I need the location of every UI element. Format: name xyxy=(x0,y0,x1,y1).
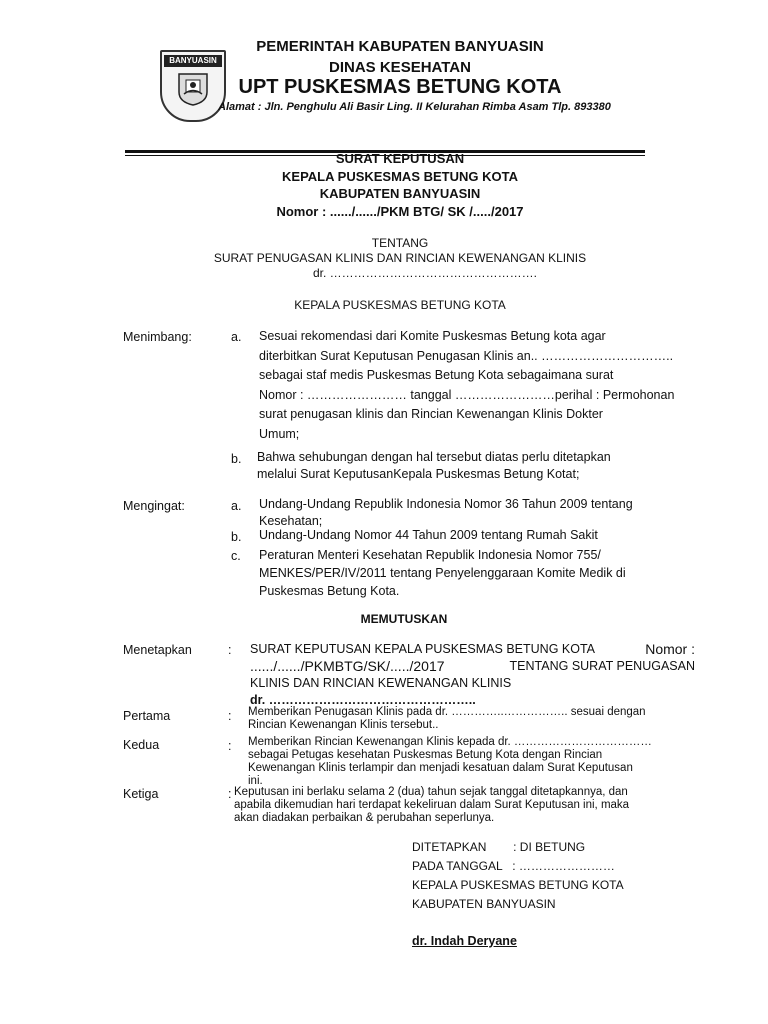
sig-ditetapkan: DITETAPKAN : DI BETUNG xyxy=(412,840,586,854)
ketiga-colon: : xyxy=(228,787,232,801)
menetapkan-colon: : xyxy=(228,643,232,657)
kedua-text: Memberikan Rincian Kewenangan Klinis kepada dr. ……………………………… sebagai Petugas kesehatan Puskesmas Betung Kota dengan Rincian Kewenangan Klinis terlampir dan menjadi kesatuan dalam Surat Keputusan ini. xyxy=(248,736,652,787)
mengingat-a-marker: a. xyxy=(231,499,242,513)
mengingat-b-text: Undang-Undang Nomor 44 Tahun 2009 tentang Rumah Sakit xyxy=(259,528,598,542)
sig-jabatan: KEPALA PUSKESMAS BETUNG KOTA xyxy=(412,878,624,892)
logo-banner-text: BANYUASIN xyxy=(164,55,222,67)
org-name: UPT PUSKESMAS BETUNG KOTA xyxy=(238,76,562,98)
signature-block xyxy=(412,838,692,914)
signatory-name: dr. Indah Deryane xyxy=(412,934,517,948)
mengingat-label: Mengingat: xyxy=(123,499,185,513)
kepala-heading: KEPALA PUSKESMAS BETUNG KOTA xyxy=(294,298,506,312)
doc-title-region: KABUPATEN BANYUASIN xyxy=(319,186,481,201)
dept-name: DINAS KESEHATAN xyxy=(329,59,471,76)
sig-tanggal: PADA TANGGAL : …………………… xyxy=(412,859,615,873)
memutuskan-heading: MEMUTUSKAN xyxy=(360,612,448,626)
pertama-colon: : xyxy=(228,709,232,723)
menimbang-b-marker: b. xyxy=(231,452,242,466)
tentang-doctor: dr. ……………………………………………. xyxy=(313,266,538,280)
tentang-subject: SURAT PENUGASAN KLINIS DAN RINCIAN KEWENANGAN KLINIS xyxy=(213,251,587,265)
menimbang-a-marker: a. xyxy=(231,330,242,344)
tentang-label: TENTANG xyxy=(371,236,429,250)
pertama-label: Pertama xyxy=(123,709,171,723)
gov-name: PEMERINTAH KABUPATEN BANYUASIN xyxy=(256,38,544,55)
menimbang-b-text: Bahwa sehubungan dengan hal tersebut diatas perlu ditetapkan melalui Surat KeputusanKepala Puskesmas Betung Kotat; xyxy=(257,450,611,481)
ketiga-text: Keputusan ini berlaku selama 2 (dua) tahun sejak tanggal ditetapkannya, dan apabila dikemudian hari terdapat kekeliruan dalam Surat Keputusan ini, maka akan diadakan perbaikan & perubahan seperlunya. xyxy=(234,786,630,824)
doc-title-org: KEPALA PUSKESMAS BETUNG KOTA xyxy=(282,169,518,184)
mengingat-b-marker: b. xyxy=(231,530,242,544)
mengingat-c-text: Peraturan Menteri Kesehatan Republik Indonesia Nomor 755/ MENKES/PER/IV/2011 tentang Penyelenggaraan Komite Medik di Puskesmas Betung Kota. xyxy=(259,548,626,598)
doc-title: SURAT KEPUTUSAN xyxy=(335,151,465,166)
doc-number: Nomor : ....../....../PKM BTG/ SK /...../2017 xyxy=(276,204,524,219)
mengingat-a-text: Undang-Undang Republik Indonesia Nomor 36 Tahun 2009 tentang Kesehatan; xyxy=(259,497,633,528)
org-address: Alamat : Jln. Penghulu Ali Basir Ling. II Kelurahan Rimba Asam Tlp. 893380 xyxy=(218,101,611,113)
menetapkan-label: Menetapkan xyxy=(123,643,192,657)
sig-region: KABUPATEN BANYUASIN xyxy=(412,897,556,911)
menimbang-a-text: Sesuai rekomendasi dari Komite Puskesmas Betung kota agar diterbitkan Surat Keputusan Penugasan Klinis an.. ………………………….. sebagai staf medis Puskesmas Betung Kota sebagaimana surat Nomor : …………………… tanggal ……………………perihal : Permohonan surat penugasan klinis dan Rincian Kewenangan Klinis Dokter Umum; xyxy=(259,329,675,441)
pertama-text: Memberikan Penugasan Klinis pada dr. …………..…………….. sesuai dengan Rincian Kewenangan Klinis tersebut.. xyxy=(248,706,646,731)
menimbang-label: Menimbang: xyxy=(123,330,192,344)
kedua-label: Kedua xyxy=(123,738,160,752)
menetapkan-text: SURAT KEPUTUSAN KEPALA PUSKESMAS BETUNG KOTA Nomor : ....../....../PKMBTG/SK/...../2017 TENTANG SURAT PENUGASAN KLINIS DAN RINCIAN KEWENANGAN KLINIS dr. ………………………………………….. xyxy=(250,641,695,707)
mengingat-c-marker: c. xyxy=(231,549,241,563)
ketiga-label: Ketiga xyxy=(123,787,159,801)
kedua-colon: : xyxy=(228,739,232,753)
